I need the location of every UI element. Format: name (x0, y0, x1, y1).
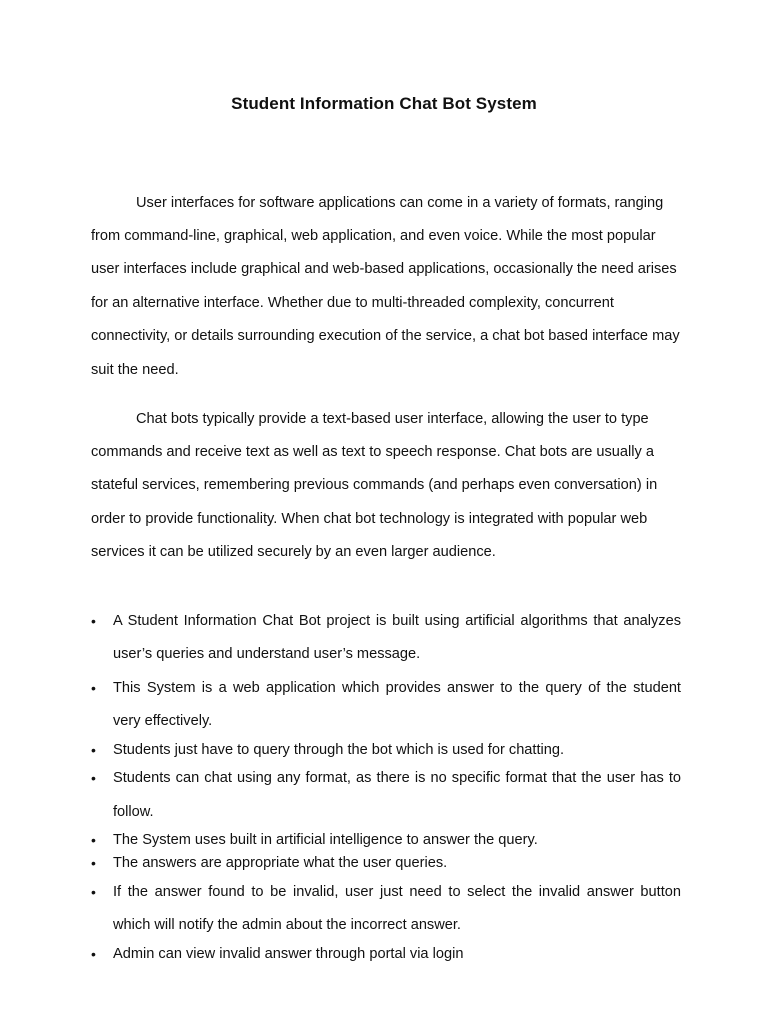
list-item (91, 829, 681, 853)
list-item-text: A Student Information Chat Bot project is built using artificial algorithms that analyzes user’s queries and understand user’s message. (113, 613, 681, 663)
list-item-text: This System is a web application which provides answer to the query of the student very effectively. (113, 679, 681, 730)
list-item-text: Students can chat using any format, as there is no specific format that the user has to follow. (113, 770, 681, 820)
bullet-icon: • (91, 945, 96, 962)
bullet-icon: • (91, 679, 96, 696)
list-item (91, 876, 681, 943)
document-title: Student Information Chat Bot System (231, 94, 537, 113)
feature-bullet-list (91, 605, 681, 966)
list-item (91, 943, 681, 967)
bullet-icon: • (91, 613, 96, 629)
list-item (91, 605, 681, 672)
bullet-icon: • (91, 831, 96, 848)
list-item-text: Admin can view invalid answer through portal via login (113, 945, 464, 962)
bullet-icon: • (91, 855, 96, 872)
list-item-text: Students just have to query through the bot which is used for chatting. (113, 741, 565, 758)
bullet-icon: • (91, 770, 96, 787)
list-item (91, 739, 681, 763)
intro-paragraph: User interfaces for software applications can come in a variety of formats, ranging from command-line, graphical, web application, and even voice. While the most popular user interfaces include graphical and web-based applications, occasionally the need arises for an alternative interface. Whether due to multi-threaded complexity, concurrent connectivity, or details surrounding execution of the service, a chat bot based interface may suit the need. (91, 194, 680, 378)
list-item (91, 852, 681, 876)
list-item-text: The answers are appropriate what the user queries. (113, 855, 448, 872)
list-item (91, 672, 681, 739)
chatbot-paragraph: Chat bots typically provide a text-based user interface, allowing the user to type commands and receive text as well as text to speech response. Chat bots are usually a stateful services, remembering previous commands (and perhaps even conversation) in order to provide functionality. When chat bot technology is integrated with popular web services it can be utilized securely by an even larger audience. (91, 410, 658, 561)
bullet-icon: • (91, 883, 96, 900)
list-item (91, 762, 681, 829)
list-item-text: If the answer found to be invalid, user just need to select the invalid answer button which will notify the admin about the incorrect answer. (113, 883, 681, 934)
bullet-icon: • (91, 741, 96, 758)
list-item-text: The System uses built in artificial intelligence to answer the query. (113, 831, 538, 848)
